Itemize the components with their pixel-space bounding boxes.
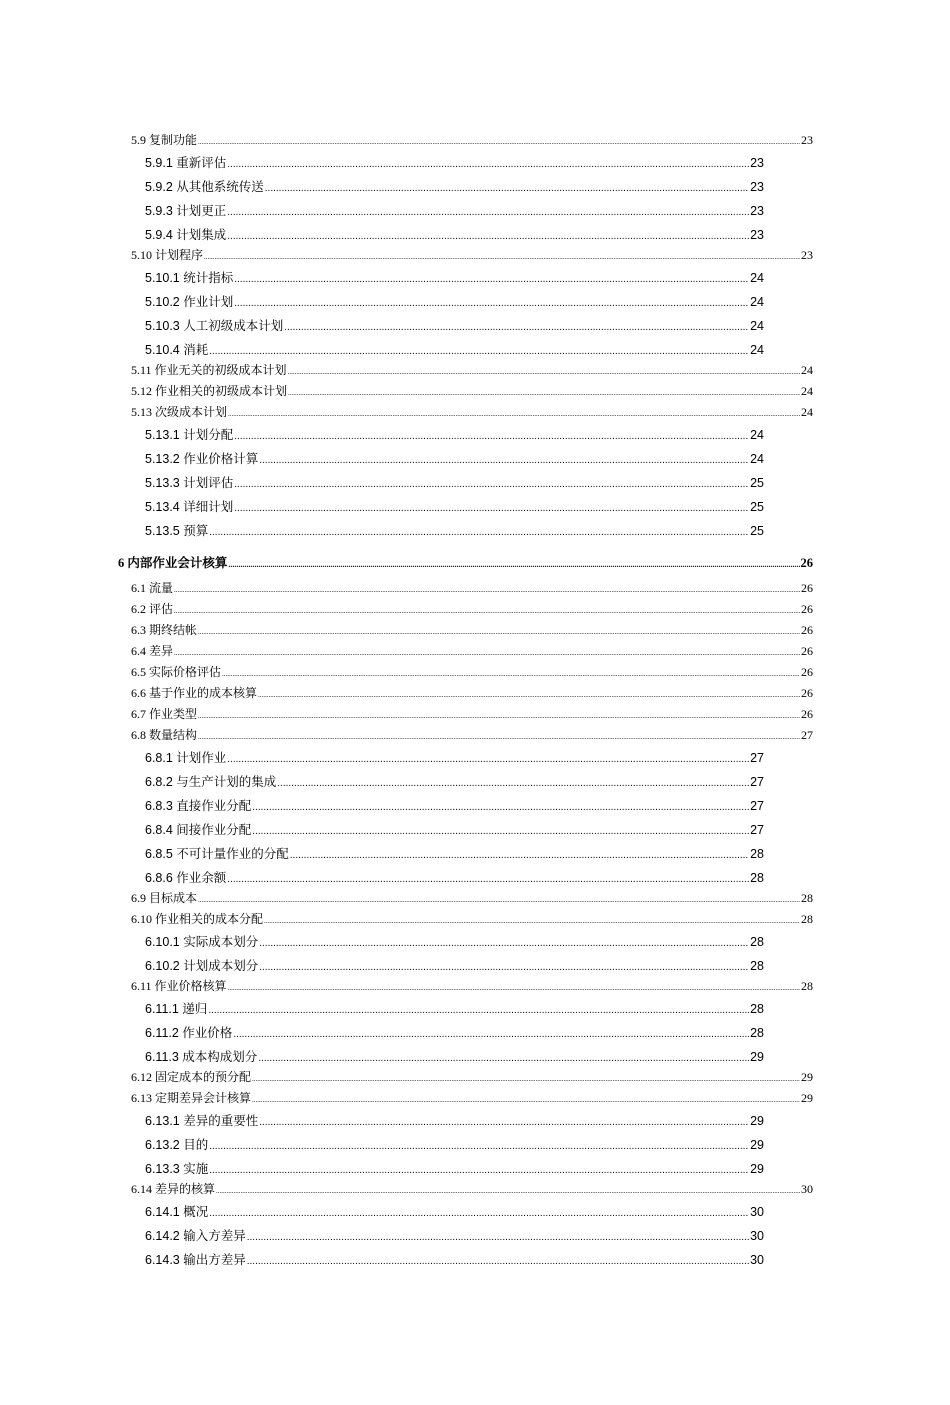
toc-entry-page-number: 26 bbox=[801, 665, 813, 679]
dot-leader bbox=[198, 138, 800, 146]
toc-entry-page-number: 24 bbox=[750, 271, 764, 285]
toc-entry-page-number: 26 bbox=[801, 623, 813, 637]
toc-entry[interactable] bbox=[131, 642, 813, 658]
toc-entry-page-number: 30 bbox=[750, 1253, 764, 1267]
toc-entry-page-number: 27 bbox=[750, 799, 764, 813]
toc-entry-title: 5.9 复制功能 bbox=[131, 133, 198, 147]
dot-leader bbox=[290, 850, 749, 861]
toc-entry-title: 6.8 数量结构 bbox=[131, 728, 198, 742]
toc-entry-page-number: 26 bbox=[801, 602, 813, 616]
toc-entry-page-number: 24 bbox=[750, 428, 764, 442]
dot-leader bbox=[288, 389, 800, 397]
toc-entry[interactable] bbox=[118, 553, 813, 571]
toc-entry-page-number: 24 bbox=[750, 295, 764, 309]
toc-entry-title: 5.13.2 作业价格计算 bbox=[145, 452, 259, 466]
toc-entry[interactable] bbox=[131, 1068, 813, 1084]
dot-leader bbox=[259, 962, 749, 973]
toc-entry-page-number: 26 bbox=[801, 707, 813, 721]
dot-leader bbox=[174, 607, 800, 615]
dot-leader bbox=[259, 1117, 749, 1128]
toc-entry-page-number: 29 bbox=[750, 1114, 764, 1128]
toc-entry-title: 5.9.4 计划集成 bbox=[145, 228, 227, 242]
toc-entry-page-number: 28 bbox=[750, 847, 764, 861]
toc-entry[interactable] bbox=[145, 316, 764, 334]
toc-entry-page-number: 26 bbox=[800, 556, 813, 570]
toc-entry-title: 5.11 作业无关的初级成本计划 bbox=[131, 363, 287, 377]
toc-entry-title: 6.8.1 计划作业 bbox=[145, 751, 227, 765]
toc-entry-page-number: 28 bbox=[801, 891, 813, 905]
toc-entry-title: 5.13.5 预算 bbox=[145, 524, 209, 538]
dot-leader bbox=[216, 1187, 800, 1195]
toc-entry-title: 6.11.2 作业价格 bbox=[145, 1026, 233, 1040]
toc-entry-page-number: 28 bbox=[750, 871, 764, 885]
toc-entry-page-number: 28 bbox=[801, 912, 813, 926]
toc-entry[interactable] bbox=[145, 201, 764, 219]
toc-entry[interactable] bbox=[145, 521, 764, 539]
toc-entry-page-number: 29 bbox=[750, 1162, 764, 1176]
toc-entry-page-number: 28 bbox=[750, 1002, 764, 1016]
toc-entry-title: 6.8.2 与生产计划的集成 bbox=[145, 775, 277, 789]
toc-entry-page-number: 23 bbox=[750, 204, 764, 218]
toc-entry-title: 5.9.1 重新评估 bbox=[145, 156, 227, 170]
toc-entry-title: 6.11.3 成本构成划分 bbox=[145, 1050, 258, 1064]
dot-leader bbox=[252, 1096, 800, 1104]
toc-entry-title: 6.10.2 计划成本划分 bbox=[145, 959, 259, 973]
toc-entry-title: 6.8.3 直接作业分配 bbox=[145, 799, 252, 813]
toc-entry[interactable] bbox=[145, 820, 764, 838]
toc-entry-page-number: 25 bbox=[750, 500, 764, 514]
dot-leader bbox=[209, 1165, 749, 1176]
toc-entry-page-number: 25 bbox=[750, 524, 764, 538]
toc-entry-page-number: 29 bbox=[750, 1138, 764, 1152]
toc-entry[interactable] bbox=[145, 1135, 764, 1153]
dot-leader bbox=[209, 346, 749, 357]
toc-entry[interactable] bbox=[145, 425, 764, 443]
toc-entry[interactable] bbox=[131, 910, 813, 926]
toc-entry[interactable] bbox=[131, 1180, 813, 1196]
dot-leader bbox=[227, 207, 749, 218]
toc-entry-title: 6.3 期终结帐 bbox=[131, 623, 198, 637]
toc-entry[interactable] bbox=[131, 684, 813, 700]
toc-entry-title: 6.14.1 概况 bbox=[145, 1205, 209, 1219]
toc-entry-title: 6.6 基于作业的成本核算 bbox=[131, 686, 258, 700]
dot-leader bbox=[252, 826, 749, 837]
toc-entry-title: 6.14.2 输入方差异 bbox=[145, 1229, 246, 1243]
toc-entry[interactable] bbox=[145, 932, 764, 950]
toc-entry-title: 6.14 差异的核算 bbox=[131, 1182, 216, 1196]
toc-entry-page-number: 26 bbox=[801, 644, 813, 658]
toc-entry-title: 6.11 作业价格核算 bbox=[131, 979, 227, 993]
toc-entry[interactable] bbox=[131, 382, 813, 398]
dot-leader bbox=[208, 1005, 749, 1016]
toc-entry[interactable] bbox=[145, 1226, 764, 1244]
toc-entry[interactable] bbox=[145, 268, 764, 286]
toc-entry[interactable] bbox=[145, 497, 764, 515]
dot-leader bbox=[252, 802, 749, 813]
toc-entry-title: 5.10.3 人工初级成本计划 bbox=[145, 319, 284, 333]
toc-entry-page-number: 30 bbox=[750, 1205, 764, 1219]
toc-entry[interactable] bbox=[131, 705, 813, 721]
dot-leader bbox=[277, 778, 749, 789]
toc-entry[interactable] bbox=[145, 796, 764, 814]
toc-entry-page-number: 24 bbox=[750, 343, 764, 357]
dot-leader bbox=[259, 938, 749, 949]
toc-entry[interactable] bbox=[131, 621, 813, 637]
toc-entry[interactable] bbox=[145, 1202, 764, 1220]
dot-leader bbox=[174, 586, 800, 594]
dot-leader bbox=[247, 1232, 749, 1243]
toc-entry-title: 6.8.6 作业余额 bbox=[145, 871, 227, 885]
toc-entry-title: 5.10.1 统计指标 bbox=[145, 271, 234, 285]
toc-entry-page-number: 24 bbox=[801, 405, 813, 419]
toc-entry[interactable] bbox=[145, 868, 764, 886]
toc-entry[interactable] bbox=[131, 977, 813, 993]
toc-entry-page-number: 28 bbox=[750, 959, 764, 973]
toc-entry-page-number: 24 bbox=[801, 363, 813, 377]
toc-entry-title: 6.2 评估 bbox=[131, 602, 174, 616]
toc-entry-title: 5.12 作业相关的初级成本计划 bbox=[131, 384, 288, 398]
toc-entry-title: 6 内部作业会计核算 bbox=[118, 556, 228, 570]
dot-leader bbox=[259, 455, 749, 466]
dot-leader bbox=[227, 159, 749, 170]
toc-entry[interactable] bbox=[145, 1023, 764, 1041]
dot-leader bbox=[234, 431, 749, 442]
toc-entry-title: 6.12 固定成本的预分配 bbox=[131, 1070, 252, 1084]
toc-entry-title: 5.9.2 从其他系统传送 bbox=[145, 180, 264, 194]
toc-entry-title: 6.10.1 实际成本划分 bbox=[145, 935, 259, 949]
toc-entry[interactable] bbox=[145, 1047, 764, 1065]
dot-leader bbox=[258, 1053, 749, 1064]
toc-entry[interactable] bbox=[145, 748, 764, 766]
toc-entry-page-number: 29 bbox=[801, 1070, 813, 1084]
dot-leader bbox=[209, 527, 749, 538]
dot-leader bbox=[264, 917, 800, 925]
toc-entry-title: 6.8.4 间接作业分配 bbox=[145, 823, 252, 837]
dot-leader bbox=[204, 253, 800, 261]
toc-entry[interactable] bbox=[145, 1111, 764, 1129]
toc-entry[interactable] bbox=[131, 663, 813, 679]
dot-leader bbox=[233, 1029, 749, 1040]
toc-entry-title: 6.10 作业相关的成本分配 bbox=[131, 912, 264, 926]
toc-entry-title: 6.13 定期差异会计核算 bbox=[131, 1091, 252, 1105]
dot-leader bbox=[284, 322, 749, 333]
toc-entry-page-number: 23 bbox=[750, 156, 764, 170]
toc-entry-page-number: 23 bbox=[750, 228, 764, 242]
toc-entry-page-number: 30 bbox=[801, 1182, 813, 1196]
dot-leader bbox=[234, 479, 749, 490]
dot-leader bbox=[247, 1256, 749, 1267]
toc-entry[interactable] bbox=[131, 246, 813, 262]
toc-entry-title: 6.1 流量 bbox=[131, 581, 174, 595]
toc-entry[interactable] bbox=[145, 844, 764, 862]
dot-leader bbox=[198, 628, 800, 636]
dot-leader bbox=[265, 183, 749, 194]
toc-entry-page-number: 24 bbox=[750, 452, 764, 466]
toc-entry-title: 5.13.1 计划分配 bbox=[145, 428, 234, 442]
dot-leader bbox=[234, 503, 749, 514]
toc-entry[interactable] bbox=[131, 403, 813, 419]
dot-leader bbox=[288, 368, 800, 376]
dot-leader bbox=[198, 896, 800, 904]
toc-entry-title: 6.5 实际价格评估 bbox=[131, 665, 222, 679]
dot-leader bbox=[198, 733, 800, 741]
toc-entry-page-number: 29 bbox=[750, 1050, 764, 1064]
toc-entry-title: 5.13 次级成本计划 bbox=[131, 405, 228, 419]
toc-entry-title: 6.4 差异 bbox=[131, 644, 174, 658]
toc-entry[interactable] bbox=[145, 999, 764, 1017]
toc-entry-title: 6.8.5 不可计量作业的分配 bbox=[145, 847, 289, 861]
toc-entry[interactable] bbox=[145, 1159, 764, 1177]
toc-entry-title: 6.7 作业类型 bbox=[131, 707, 198, 721]
toc-entry-page-number: 25 bbox=[750, 476, 764, 490]
toc-entry-title: 5.13.4 详细计划 bbox=[145, 500, 234, 514]
dot-leader bbox=[252, 1075, 800, 1083]
toc-entry-title: 6.13.3 实施 bbox=[145, 1162, 209, 1176]
toc-entry[interactable] bbox=[145, 473, 764, 491]
toc-entry[interactable] bbox=[145, 956, 764, 974]
toc-entry[interactable] bbox=[131, 726, 813, 742]
toc-entry-page-number: 23 bbox=[801, 133, 813, 147]
toc-entry[interactable] bbox=[131, 889, 813, 905]
dot-leader bbox=[234, 298, 749, 309]
toc-entry-title: 6.14.3 输出方差异 bbox=[145, 1253, 246, 1267]
toc-entry[interactable] bbox=[145, 225, 764, 243]
dot-leader bbox=[228, 410, 800, 418]
toc-entry-page-number: 28 bbox=[801, 979, 813, 993]
toc-entry-page-number: 27 bbox=[750, 775, 764, 789]
toc-entry[interactable] bbox=[145, 1250, 764, 1268]
toc-entry-title: 5.10.4 消耗 bbox=[145, 343, 209, 357]
toc-entry[interactable] bbox=[131, 579, 813, 595]
toc-entry[interactable] bbox=[145, 340, 764, 358]
toc-entry-page-number: 29 bbox=[801, 1091, 813, 1105]
toc-entry-title: 6.13.2 目的 bbox=[145, 1138, 209, 1152]
dot-leader bbox=[174, 649, 800, 657]
toc-entry-title: 6.11.1 递归 bbox=[145, 1002, 208, 1016]
toc-entry[interactable] bbox=[145, 177, 764, 195]
dot-leader bbox=[198, 712, 800, 720]
toc-entry-title: 6.13.1 差异的重要性 bbox=[145, 1114, 259, 1128]
dot-leader bbox=[227, 874, 749, 885]
toc-entry-page-number: 23 bbox=[801, 248, 813, 262]
dot-leader bbox=[258, 691, 800, 699]
toc-entry-page-number: 26 bbox=[801, 581, 813, 595]
dot-leader bbox=[209, 1208, 749, 1219]
toc-entry-title: 5.9.3 计划更正 bbox=[145, 204, 227, 218]
toc-entry[interactable] bbox=[145, 449, 764, 467]
dot-leader bbox=[228, 984, 800, 992]
toc-entry-page-number: 24 bbox=[801, 384, 813, 398]
toc-entry-page-number: 27 bbox=[750, 751, 764, 765]
toc-entry[interactable] bbox=[145, 153, 764, 171]
dot-leader bbox=[227, 231, 749, 242]
toc-entry-page-number: 28 bbox=[750, 935, 764, 949]
toc-entry[interactable] bbox=[131, 361, 813, 377]
toc-entry-title: 5.10.2 作业计划 bbox=[145, 295, 234, 309]
dot-leader bbox=[227, 754, 749, 765]
dot-leader bbox=[209, 1141, 749, 1152]
dot-leader bbox=[222, 670, 800, 678]
toc-entry-page-number: 24 bbox=[750, 319, 764, 333]
toc-entry-page-number: 30 bbox=[750, 1229, 764, 1243]
toc-entry-page-number: 28 bbox=[750, 1026, 764, 1040]
toc-entry[interactable] bbox=[145, 292, 764, 310]
dot-leader bbox=[234, 274, 749, 285]
toc-entry-page-number: 23 bbox=[750, 180, 764, 194]
toc-entry-title: 6.9 目标成本 bbox=[131, 891, 198, 905]
toc-entry-page-number: 27 bbox=[750, 823, 764, 837]
toc-entry[interactable] bbox=[131, 600, 813, 616]
toc-entry[interactable] bbox=[145, 772, 764, 790]
toc-entry-title: 5.13.3 计划评估 bbox=[145, 476, 234, 490]
toc-entry[interactable] bbox=[131, 1089, 813, 1105]
toc-entry-title: 5.10 计划程序 bbox=[131, 248, 204, 262]
toc-entry-page-number: 27 bbox=[801, 728, 813, 742]
toc-entry-page-number: 26 bbox=[801, 686, 813, 700]
dot-leader bbox=[228, 560, 799, 569]
toc-entry[interactable] bbox=[131, 131, 813, 147]
